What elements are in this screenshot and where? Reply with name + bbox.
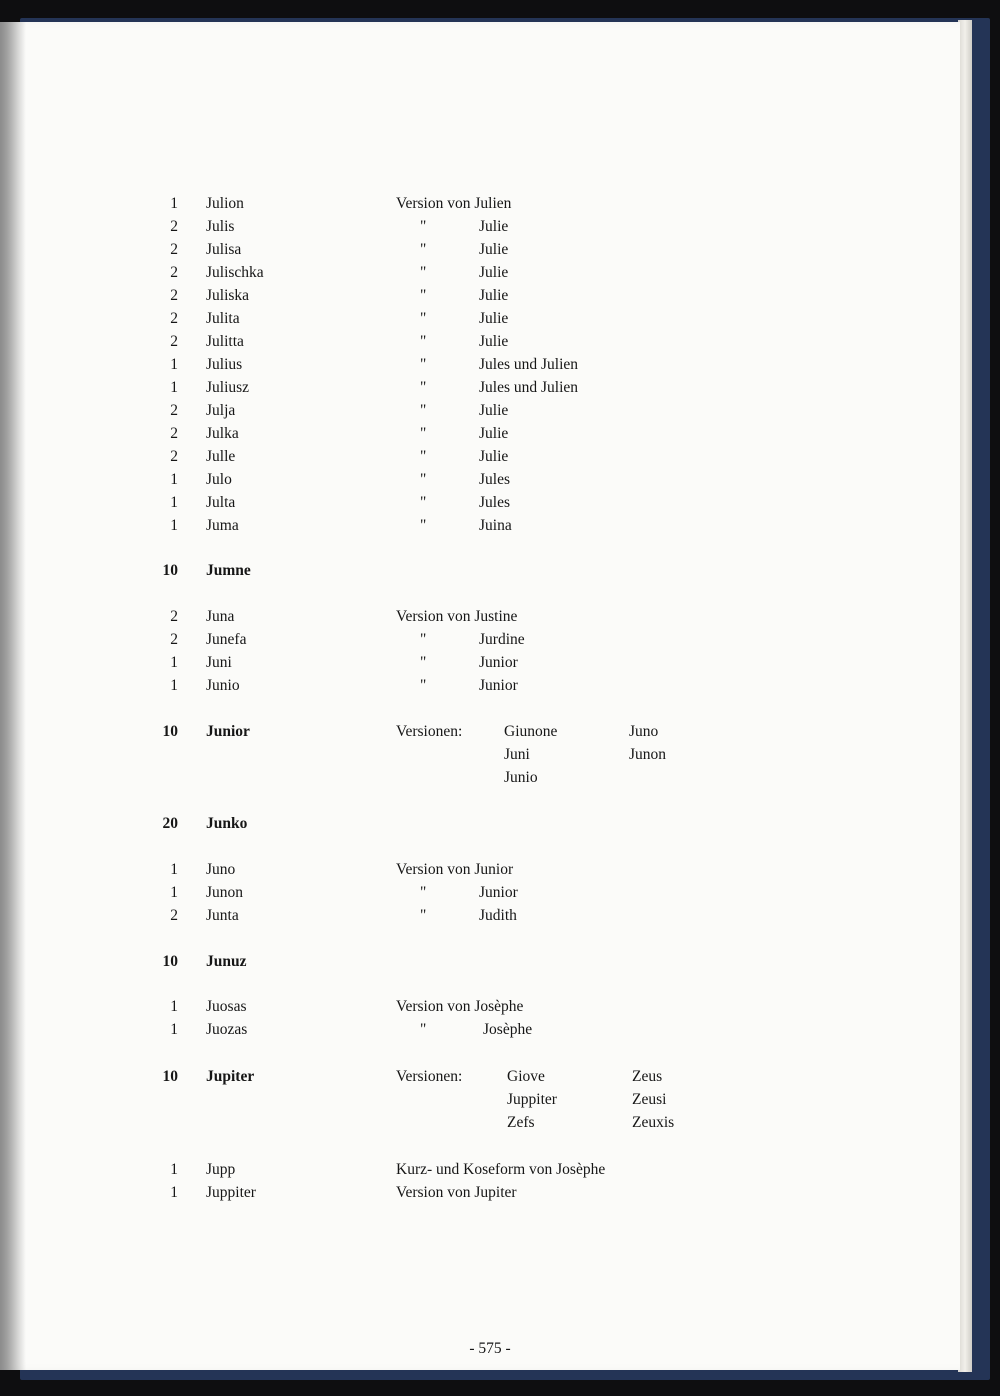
entry-count: 1 bbox=[170, 884, 178, 901]
entry-row bbox=[0, 605, 960, 628]
entry-reference: Juina bbox=[479, 517, 512, 534]
entry-reference: Jules bbox=[479, 494, 510, 511]
entry-name: Julita bbox=[206, 310, 240, 327]
entry-description: Versionen: bbox=[396, 723, 463, 740]
entry-row bbox=[0, 353, 960, 376]
entry-count: 1 bbox=[170, 494, 178, 511]
entry-row bbox=[0, 491, 960, 514]
ditto-mark: " bbox=[420, 333, 427, 350]
entry-name: Julion bbox=[206, 195, 244, 212]
ditto-mark: " bbox=[420, 677, 427, 694]
entry-count: 1 bbox=[170, 356, 178, 373]
version-name: Juno bbox=[629, 723, 659, 740]
entry-row bbox=[0, 812, 960, 835]
entry-name: Junon bbox=[206, 884, 244, 901]
entry-reference: Julie bbox=[479, 448, 509, 465]
entry-reference: Julie bbox=[479, 241, 509, 258]
entry-count: 10 bbox=[162, 723, 178, 740]
entry-reference: Julie bbox=[479, 218, 509, 235]
entry-description: Versionen: bbox=[396, 1068, 463, 1085]
entry-row bbox=[0, 720, 960, 743]
entry-count: 1 bbox=[170, 654, 178, 671]
ditto-mark: " bbox=[420, 517, 427, 534]
entry-row bbox=[0, 215, 960, 238]
page-edge bbox=[958, 20, 972, 1372]
ditto-mark: " bbox=[420, 356, 427, 373]
version-name: Zeusi bbox=[632, 1091, 667, 1108]
entry-name: Junefa bbox=[206, 631, 247, 648]
page-number: - 575 - bbox=[469, 1340, 511, 1357]
entry-reference: Julie bbox=[479, 333, 509, 350]
ditto-mark: " bbox=[420, 218, 427, 235]
entry-description: Kurz- und Koseform von Josèphe bbox=[396, 1161, 606, 1178]
entry-row bbox=[0, 261, 960, 284]
entry-row bbox=[0, 399, 960, 422]
entry-reference: Junior bbox=[479, 677, 518, 694]
entry-count: 2 bbox=[170, 333, 178, 350]
ditto-mark: " bbox=[420, 654, 427, 671]
entry-row bbox=[0, 445, 960, 468]
entry-row bbox=[0, 376, 960, 399]
entry-row bbox=[0, 330, 960, 353]
entry-name: Julitta bbox=[206, 333, 244, 350]
ditto-mark: " bbox=[420, 379, 427, 396]
entry-row bbox=[0, 238, 960, 261]
entry-name: Julischka bbox=[206, 264, 264, 281]
entry-row bbox=[0, 1111, 960, 1134]
entry-count: 2 bbox=[170, 425, 178, 442]
entry-name: Julle bbox=[206, 448, 236, 465]
entry-count: 2 bbox=[170, 402, 178, 419]
entry-row bbox=[0, 950, 960, 973]
entry-name: Julka bbox=[206, 425, 239, 442]
entry-reference: Junior bbox=[479, 654, 518, 671]
version-name: Giunone bbox=[504, 723, 558, 740]
entry-count: 2 bbox=[170, 264, 178, 281]
entry-description: Version von Junior bbox=[396, 861, 514, 878]
entry-count: 2 bbox=[170, 448, 178, 465]
ditto-mark: " bbox=[420, 907, 427, 924]
entry-row bbox=[0, 284, 960, 307]
entry-row bbox=[0, 559, 960, 582]
entry-name: Juno bbox=[206, 861, 236, 878]
entry-name: Jupiter bbox=[206, 1068, 255, 1085]
entry-name: Jupp bbox=[206, 1161, 236, 1178]
entry-count: 1 bbox=[170, 1161, 178, 1178]
entry-reference: Julie bbox=[479, 402, 509, 419]
entry-count: 2 bbox=[170, 631, 178, 648]
ditto-mark: " bbox=[420, 241, 427, 258]
entry-count: 1 bbox=[170, 861, 178, 878]
entry-count: 20 bbox=[162, 815, 178, 832]
entry-reference: Jules und Julien bbox=[479, 379, 579, 396]
entry-row bbox=[0, 766, 960, 789]
entry-row bbox=[0, 422, 960, 445]
entry-reference: Julie bbox=[479, 287, 509, 304]
entry-name: Junko bbox=[206, 815, 248, 832]
entry-row bbox=[0, 651, 960, 674]
entry-row bbox=[0, 1088, 960, 1111]
entry-count: 1 bbox=[170, 1021, 178, 1038]
entry-count: 1 bbox=[170, 677, 178, 694]
entry-row bbox=[0, 674, 960, 697]
entry-name: Jumne bbox=[206, 562, 251, 579]
ditto-mark: " bbox=[420, 631, 427, 648]
entry-reference: Jurdine bbox=[479, 631, 525, 648]
version-name: Juppiter bbox=[507, 1091, 557, 1108]
entry-description: Version von Julien bbox=[396, 195, 512, 212]
version-name: Zefs bbox=[507, 1114, 535, 1131]
entry-count: 10 bbox=[162, 562, 178, 579]
ditto-mark: " bbox=[420, 1021, 427, 1038]
entry-count: 10 bbox=[162, 1068, 178, 1085]
ditto-mark: " bbox=[420, 471, 427, 488]
entry-description: Version von Josèphe bbox=[396, 998, 524, 1015]
ditto-mark: " bbox=[420, 287, 427, 304]
entry-name: Juliska bbox=[206, 287, 250, 304]
version-name: Juni bbox=[504, 746, 530, 763]
ditto-mark: " bbox=[420, 310, 427, 327]
entry-name: Juni bbox=[206, 654, 232, 671]
entry-reference: Julie bbox=[479, 425, 509, 442]
entry-row bbox=[0, 1158, 960, 1181]
entry-reference: Judith bbox=[479, 907, 517, 924]
entry-count: 1 bbox=[170, 195, 178, 212]
entry-name: Julius bbox=[206, 356, 243, 373]
entry-row bbox=[0, 628, 960, 651]
entry-reference: Jules und Julien bbox=[479, 356, 579, 373]
entry-count: 2 bbox=[170, 310, 178, 327]
version-name: Zeuxis bbox=[632, 1114, 675, 1131]
entry-count: 2 bbox=[170, 907, 178, 924]
version-name: Junio bbox=[504, 769, 538, 786]
entry-name: Juliusz bbox=[206, 379, 250, 396]
entry-reference: Julie bbox=[479, 264, 509, 281]
entry-name: Juna bbox=[206, 608, 235, 625]
entry-row bbox=[0, 1065, 960, 1088]
entry-row bbox=[0, 858, 960, 881]
entry-row bbox=[0, 881, 960, 904]
entry-count: 1 bbox=[170, 1184, 178, 1201]
version-name: Giove bbox=[507, 1068, 545, 1085]
entry-row bbox=[0, 743, 960, 766]
entry-count: 2 bbox=[170, 608, 178, 625]
entry-name: Juosas bbox=[206, 998, 247, 1015]
entry-reference: Junior bbox=[479, 884, 518, 901]
entry-row bbox=[0, 1181, 960, 1204]
ditto-mark: " bbox=[420, 448, 427, 465]
entry-count: 1 bbox=[170, 379, 178, 396]
version-name: Zeus bbox=[632, 1068, 663, 1085]
entry-count: 1 bbox=[170, 517, 178, 534]
entry-name: Julta bbox=[206, 494, 236, 511]
entry-name: Juma bbox=[206, 517, 239, 534]
entry-row bbox=[0, 904, 960, 927]
ditto-mark: " bbox=[420, 402, 427, 419]
entry-name: Julja bbox=[206, 402, 236, 419]
entry-count: 10 bbox=[162, 953, 178, 970]
entry-row bbox=[0, 1018, 960, 1041]
ditto-mark: " bbox=[420, 884, 427, 901]
entry-count: 1 bbox=[170, 471, 178, 488]
ditto-mark: " bbox=[420, 264, 427, 281]
entry-name: Junio bbox=[206, 677, 240, 694]
entry-name: Junior bbox=[206, 723, 250, 740]
entry-row bbox=[0, 307, 960, 330]
entry-name: Junta bbox=[206, 907, 239, 924]
entry-count: 2 bbox=[170, 287, 178, 304]
entry-reference: Julie bbox=[479, 310, 509, 327]
entry-name: Junuz bbox=[206, 953, 247, 970]
entry-name: Julis bbox=[206, 218, 235, 235]
ditto-mark: " bbox=[420, 494, 427, 511]
entry-name: Juppiter bbox=[206, 1184, 256, 1201]
entry-name: Julo bbox=[206, 471, 232, 488]
version-name: Junon bbox=[629, 746, 667, 763]
entry-description: Version von Jupiter bbox=[396, 1184, 517, 1201]
entry-row bbox=[0, 514, 960, 537]
ditto-mark: " bbox=[420, 425, 427, 442]
entry-row bbox=[0, 995, 960, 1018]
entry-description: Version von Justine bbox=[396, 608, 518, 625]
entry-row bbox=[0, 192, 960, 215]
entry-name: Julisa bbox=[206, 241, 242, 258]
entry-name: Juozas bbox=[206, 1021, 248, 1038]
entry-count: 2 bbox=[170, 218, 178, 235]
entry-row bbox=[0, 468, 960, 491]
entry-reference: Jules bbox=[479, 471, 510, 488]
entry-count: 1 bbox=[170, 998, 178, 1015]
entry-reference: Josèphe bbox=[483, 1021, 533, 1038]
entry-count: 2 bbox=[170, 241, 178, 258]
